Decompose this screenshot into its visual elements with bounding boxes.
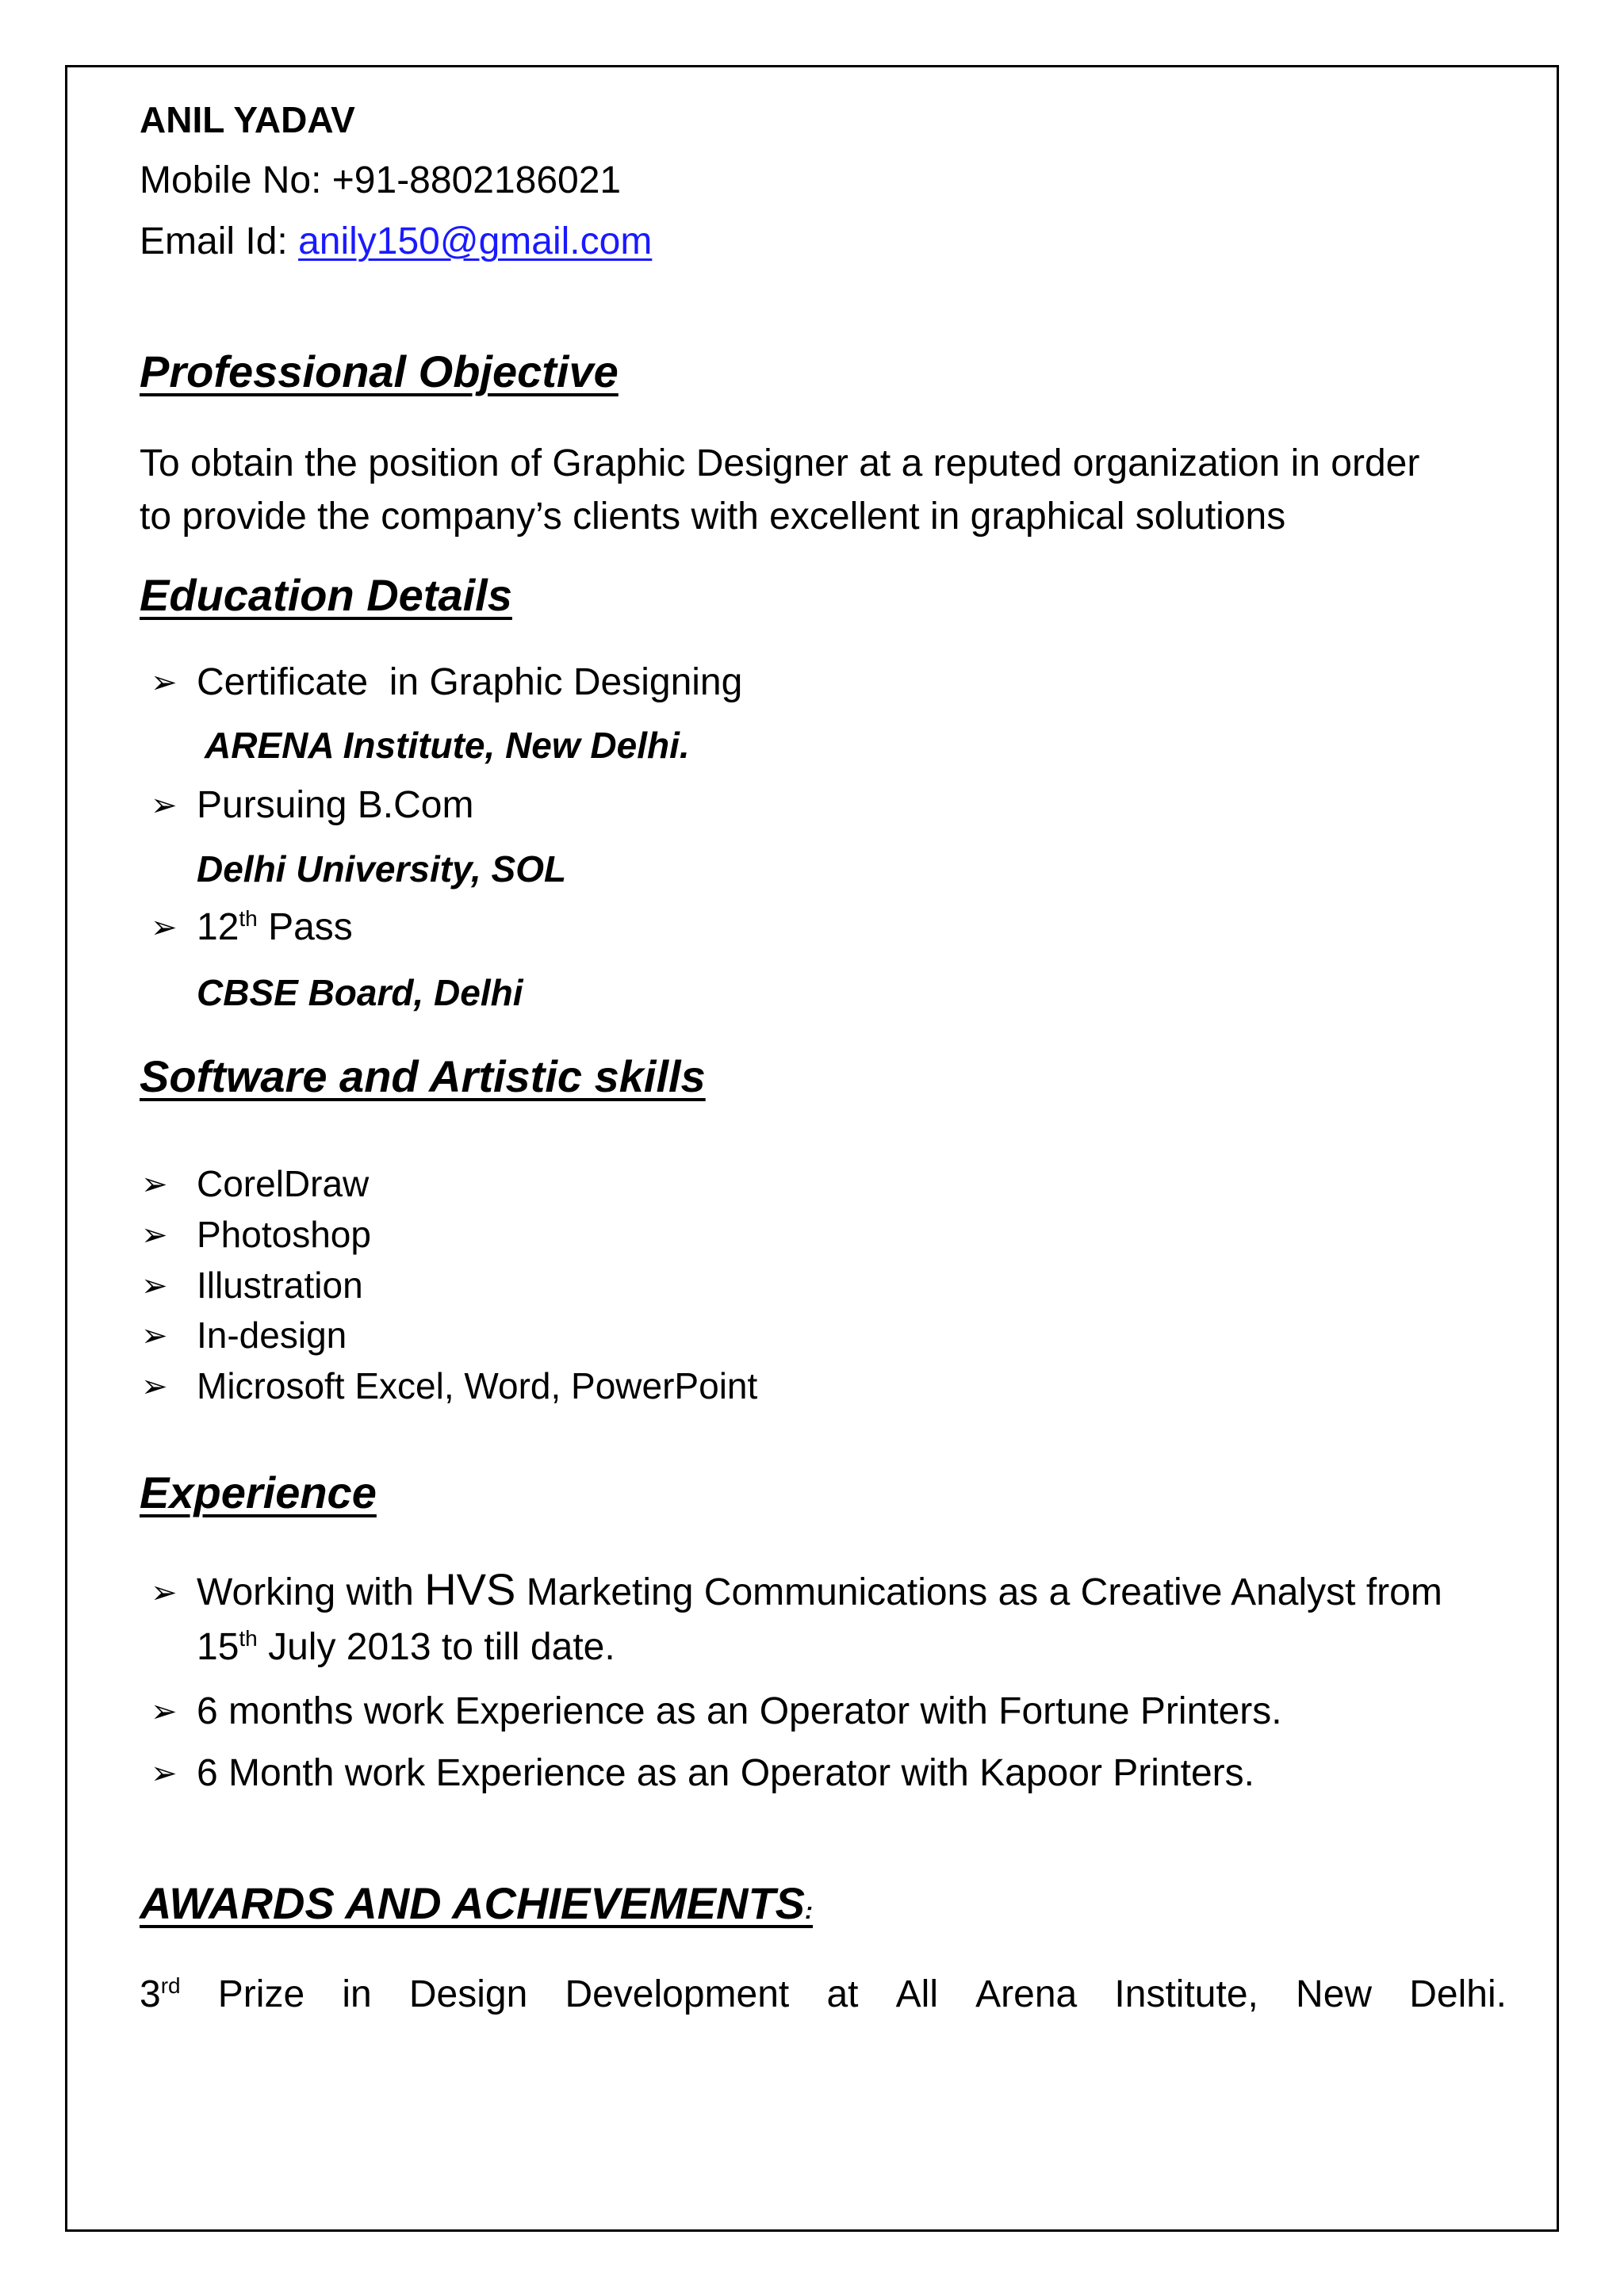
arrow-bullet-icon: ➢: [151, 788, 178, 823]
superscript: th: [239, 906, 258, 931]
award-word: [140, 1973, 181, 2016]
award-word: Development: [565, 1973, 790, 2015]
skill-item: [141, 1314, 347, 1357]
education-item: [151, 783, 473, 827]
email-link[interactable]: anily150@gmail.com: [298, 220, 653, 262]
education-institute: CBSE Board, Delhi: [197, 972, 523, 1013]
awards-title: AWARDS AND ACHIEVEMENTS: [140, 1878, 806, 1928]
arrow-bullet-icon: ➢: [141, 1167, 168, 1202]
arrow-bullet-icon: ➢: [141, 1369, 168, 1404]
email-label: Email Id:: [140, 220, 299, 262]
arrow-bullet-icon: ➢: [151, 665, 178, 700]
objective-heading: Professional Objective: [140, 346, 619, 396]
arrow-bullet-icon: ➢: [141, 1269, 168, 1303]
award-word: New: [1296, 1973, 1373, 2015]
award-word: All: [895, 1973, 938, 2015]
education-item: [151, 660, 742, 704]
education-institute: Delhi University, SOL: [197, 848, 567, 890]
skill-label: Microsoft Excel, Word, PowerPoint: [197, 1365, 758, 1406]
education-institute: ARENA Institute, New Delhi.: [205, 725, 690, 766]
candidate-name: ANIL YADAV: [140, 99, 355, 140]
education-course: Pursuing B.Com: [197, 784, 474, 826]
experience-text: Marketing Communications as a Creative Analyst from: [515, 1571, 1442, 1613]
experience-item: [151, 1563, 1442, 1615]
arrow-bullet-icon: ➢: [141, 1318, 168, 1353]
experience-text: 6 Month work Experience as an Operator with Kapoor Printers.: [197, 1752, 1254, 1794]
skill-item: [141, 1213, 371, 1256]
experience-item-line-2: [197, 1625, 615, 1669]
date-day: 15: [197, 1626, 239, 1668]
mobile-label: Mobile No:: [140, 159, 332, 201]
award-word: Design: [408, 1973, 528, 2015]
email-line: [140, 220, 652, 263]
awards-heading: [140, 1877, 813, 1929]
education-course-num: 12: [197, 906, 239, 948]
objective-line-1: To obtain the position of Graphic Designer at a reputed organization in order: [140, 442, 1420, 484]
education-course: Certificate in Graphic Designing: [197, 661, 743, 703]
arrow-bullet-icon: ➢: [151, 1694, 178, 1729]
skill-item: [141, 1364, 757, 1407]
objective-line-2: to provide the company’s clients with excellent in graphical solutions: [140, 496, 1286, 538]
experience-heading: Experience: [140, 1468, 377, 1517]
arrow-bullet-icon: ➢: [151, 910, 178, 945]
experience-text: 6 months work Experience as an Operator with Fortune Printers.: [197, 1690, 1282, 1732]
mobile-line: [140, 159, 621, 202]
experience-text: July 2013 to till date.: [257, 1626, 615, 1668]
experience-text: Working with: [197, 1571, 425, 1613]
skills-heading: Software and Artistic skills: [140, 1051, 706, 1101]
awards-title-colon: :: [805, 1898, 814, 1924]
superscript: rd: [160, 1973, 181, 1998]
arrow-bullet-icon: ➢: [151, 1575, 178, 1610]
arrow-bullet-icon: ➢: [141, 1218, 168, 1253]
education-heading: Education Details: [140, 570, 512, 620]
award-word: Delhi.: [1409, 1973, 1507, 2015]
award-word: in: [342, 1973, 372, 2015]
skill-label: CorelDraw: [197, 1163, 370, 1204]
skill-item: [141, 1162, 369, 1205]
award-word: Prize: [217, 1973, 305, 2015]
skill-item: [141, 1264, 363, 1307]
arrow-bullet-icon: ➢: [151, 1756, 178, 1791]
superscript: th: [239, 1626, 258, 1651]
skill-label: In-design: [197, 1314, 347, 1356]
skill-label: Illustration: [197, 1265, 363, 1306]
award-word: Institute,: [1114, 1973, 1258, 2015]
mobile-number: +91-8802186021: [331, 159, 622, 201]
company-name: HVS: [424, 1564, 516, 1614]
experience-item: [151, 1689, 1282, 1733]
award-rank: 3: [140, 1973, 161, 2015]
skill-label: Photoshop: [197, 1214, 371, 1255]
education-course-rest: Pass: [257, 906, 353, 948]
award-line: [140, 1973, 1507, 2016]
award-word: Arena: [975, 1973, 1078, 2015]
experience-item: [151, 1751, 1254, 1795]
award-word: at: [826, 1973, 859, 2015]
education-item: [151, 905, 353, 949]
